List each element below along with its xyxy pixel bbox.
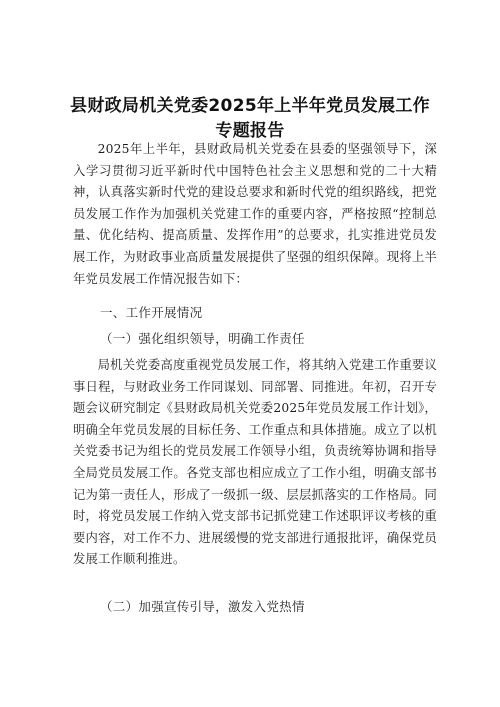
intro-paragraph: 2025年上半年，县财政局机关党委在县委的坚强领导下，深入学习贯彻习近平新时代中国特色社会主义思想和党的二十大精神，认真落实新时代党的建设总要求和新时代党的组织路线，把党员发展工作作为加强机关党建工作的重要内容，严格按照“控制总量、优化结构、提高质量、发挥作用”的总要求，扎实推进党员发展工作，为财政事业高质量发展提供了坚强的组织保障。现将上半年党员发展工作情况报告如下： — [73, 142, 437, 286]
subsection-heading-organizational-leadership: （一）强化组织领导，明确工作责任 — [100, 331, 305, 346]
leadership-paragraph: 局机关党委高度重视党员发展工作，将其纳入党建工作重要议事日程，与财政业务工作同谋划、同部署、同推进。年初，召开专题会议研究制定《县财政局机关党委2025年党员发展工作计划》，明确全年党员发展的目标任务、工作重点和具体措施。成立了以机关党委书记为组长的党员发展工作领导小组，负责统筹协调和指导全局党员发展工作。各党支部也相应成立了工作小组，明确支部书记为第一责任人，形成了一级抓一级、层层抓落实的工作格局。同时，将党员发展工作纳入党支部书记抓党建工作述职评议考核的重要内容，对工作不力、进展缓慢的党支部进行通报批评，确保党员发展工作顺利推进。 — [73, 358, 437, 567]
section-heading-work-status: 一、工作开展情况 — [100, 305, 203, 320]
subsection-heading-publicity-guidance: （二）加强宣传引导，激发入党热情 — [100, 599, 305, 614]
document-title-line-2: 专题报告 — [215, 121, 285, 141]
document-title-line-1: 县财政局机关党委2025年上半年党员发展工作 — [70, 96, 430, 116]
